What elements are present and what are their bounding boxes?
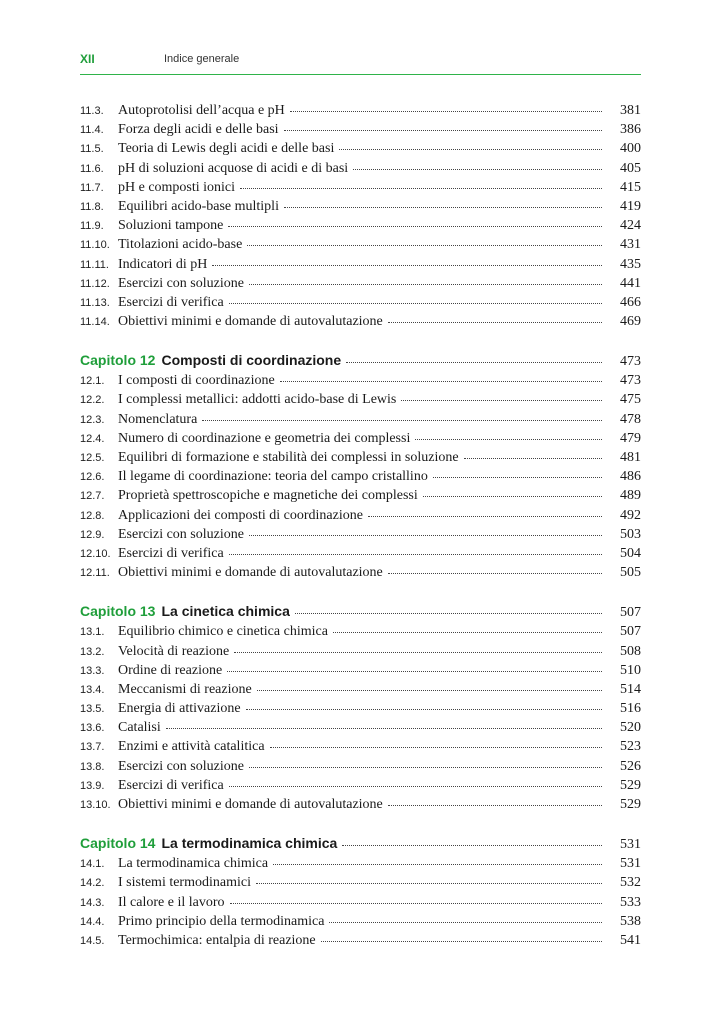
chapter-label: Capitolo 12	[80, 352, 156, 369]
entry-number: 14.4.	[80, 915, 105, 928]
dot-leader	[257, 689, 602, 691]
dot-leader	[284, 206, 602, 208]
dot-leader	[249, 283, 602, 285]
entry-number: 13.2.	[80, 645, 105, 658]
toc-entry[interactable]	[80, 103, 641, 122]
entry-title: Il legame di coordinazione: teoria del campo cristallino	[118, 469, 428, 485]
entry-page: 514	[620, 681, 641, 697]
chapter-page: 531	[620, 837, 641, 853]
entry-number: 14.2.	[80, 877, 105, 890]
entry-title: Primo principio della termodinamica	[118, 913, 325, 929]
entry-title: pH e composti ionici	[118, 179, 236, 195]
entry-page: 424	[620, 218, 641, 234]
entry-page: 466	[620, 294, 641, 310]
dot-leader	[234, 651, 602, 653]
entry-title: La termodinamica chimica	[118, 856, 269, 872]
entry-title: Forza degli acidi e delle basi	[118, 122, 279, 138]
toc-entry[interactable]	[80, 701, 641, 720]
toc-entry[interactable]	[80, 295, 641, 314]
dot-leader	[353, 168, 602, 170]
page-header	[80, 50, 641, 75]
toc-entry[interactable]	[80, 546, 641, 565]
chapter-title: Composti di coordinazione	[161, 352, 342, 369]
toc-entry[interactable]	[80, 257, 641, 276]
toc-entry[interactable]	[80, 450, 641, 469]
entry-number: 12.5.	[80, 452, 105, 464]
entry-title: Esercizi di verifica	[118, 777, 224, 793]
entry-page: 516	[620, 701, 641, 717]
entry-page: 504	[620, 545, 641, 561]
entry-number: 13.9.	[80, 779, 105, 792]
entry-page: 523	[620, 739, 641, 755]
toc-entry[interactable]	[80, 180, 641, 199]
dot-leader	[229, 785, 602, 787]
entry-title: Nomenclatura	[118, 411, 198, 427]
entry-title: Obiettivi minimi e domande di autovalutazione	[118, 314, 383, 330]
entry-number: 11.5.	[80, 143, 104, 156]
toc-entry[interactable]	[80, 739, 641, 758]
entry-title: Esercizi con soluzione	[118, 526, 244, 542]
entry-number: 13.7.	[80, 741, 105, 754]
dot-leader	[246, 708, 602, 710]
toc-entry[interactable]	[80, 759, 641, 778]
entry-title: I complessi metallici: addotti acido-base di Lewis	[118, 392, 397, 408]
chapter-heading[interactable]	[80, 603, 641, 624]
dot-leader	[388, 572, 602, 574]
toc-entry[interactable]	[80, 933, 641, 952]
entry-page: 486	[620, 469, 641, 485]
toc-entry[interactable]	[80, 276, 641, 295]
entry-number: 12.11.	[80, 567, 110, 580]
entry-number: 11.8.	[80, 200, 104, 213]
entry-number: 13.10.	[80, 799, 111, 811]
dot-leader	[256, 882, 602, 884]
dot-leader	[290, 110, 602, 112]
dot-leader	[329, 921, 602, 923]
entry-page: 435	[620, 256, 641, 272]
entry-number: 11.4.	[80, 124, 104, 137]
toc-section	[80, 835, 641, 952]
dot-leader	[228, 225, 602, 227]
entry-page: 386	[620, 122, 641, 138]
toc-entry[interactable]	[80, 314, 641, 333]
entry-page: 529	[620, 797, 641, 812]
entry-title: I composti di coordinazione	[118, 373, 275, 389]
entry-number: 11.14.	[80, 316, 110, 329]
entry-page: 492	[620, 507, 641, 523]
dot-leader	[247, 244, 602, 246]
entry-title: Velocità di reazione	[118, 643, 230, 659]
entry-title: Soluzioni tampone	[118, 218, 224, 234]
dot-leader	[333, 631, 602, 633]
dot-leader	[401, 399, 602, 401]
dot-leader	[240, 187, 602, 189]
entry-title: Applicazioni dei composti di coordinazione	[118, 507, 363, 523]
entry-title: Catalisi	[118, 720, 161, 736]
entry-title: Esercizi di verifica	[118, 294, 224, 310]
entry-number: 13.1.	[80, 626, 105, 639]
toc-section	[80, 352, 641, 584]
toc-entry[interactable]	[80, 469, 641, 488]
toc-entry[interactable]	[80, 488, 641, 507]
entry-page: 475	[620, 392, 641, 408]
entry-page: 473	[620, 373, 641, 389]
toc-entry[interactable]	[80, 527, 641, 546]
entry-title: Titolazioni acido-base	[118, 237, 243, 253]
chapter-page: 473	[620, 354, 641, 370]
entry-number: 12.4.	[80, 432, 105, 445]
entry-title: Equilibri acido-base multipli	[118, 198, 279, 214]
entry-page: 533	[620, 894, 641, 910]
entry-page: 510	[620, 662, 641, 678]
entry-number: 12.7.	[80, 490, 105, 503]
entry-page: 381	[620, 103, 641, 118]
entry-page: 531	[620, 856, 641, 872]
entry-page: 520	[620, 720, 641, 736]
entry-number: 11.12.	[80, 277, 110, 290]
dot-leader	[433, 476, 602, 478]
entry-page: 415	[620, 179, 641, 195]
entry-title: Esercizi di verifica	[118, 545, 224, 561]
entry-page: 507	[620, 624, 641, 640]
dot-leader	[227, 670, 602, 672]
entry-number: 11.6.	[80, 162, 104, 175]
toc-entry[interactable]	[80, 141, 641, 160]
entry-number: 12.2.	[80, 394, 105, 407]
dot-leader	[249, 766, 602, 768]
entry-page: 529	[620, 777, 641, 793]
entry-page: 419	[620, 198, 641, 214]
entry-title: Equilibrio chimico e cinetica chimica	[118, 624, 328, 640]
entry-title: Termochimica: entalpia di reazione	[118, 932, 316, 948]
toc-entry[interactable]	[80, 663, 641, 682]
toc-entry[interactable]	[80, 392, 641, 411]
entry-number: 13.3.	[80, 664, 105, 677]
dot-leader	[273, 863, 602, 865]
toc-entry[interactable]	[80, 161, 641, 180]
toc-entry[interactable]	[80, 914, 641, 933]
entry-number: 12.3.	[80, 413, 105, 426]
entry-page: 532	[620, 875, 641, 891]
dot-leader	[230, 902, 602, 904]
toc-entry[interactable]	[80, 778, 641, 797]
entry-title: Teoria di Lewis degli acidi e delle basi	[118, 141, 335, 157]
dot-leader	[388, 804, 602, 806]
toc-entry[interactable]	[80, 682, 641, 701]
entry-number: 11.3.	[80, 105, 104, 117]
entry-title: Ordine di reazione	[118, 662, 223, 678]
dot-leader	[388, 321, 602, 323]
dot-leader	[280, 380, 602, 382]
toc-entry[interactable]	[80, 895, 641, 914]
toc-entry[interactable]	[80, 797, 641, 816]
entry-number: 11.13.	[80, 296, 110, 309]
entry-title: Numero di coordinazione e geometria dei complessi	[118, 430, 411, 446]
entry-number: 13.6.	[80, 722, 105, 735]
dot-leader	[321, 940, 602, 942]
entry-number: 11.10.	[80, 239, 110, 252]
dot-leader	[423, 495, 602, 497]
dot-leader	[202, 419, 602, 421]
entry-number: 11.9.	[80, 220, 104, 233]
toc-entry[interactable]	[80, 412, 641, 431]
toc-entry[interactable]	[80, 875, 641, 894]
toc-entry[interactable]	[80, 856, 641, 875]
entry-number: 13.5.	[80, 703, 105, 716]
entry-page: 503	[620, 526, 641, 542]
entry-title: Obiettivi minimi e domande di autovalutazione	[118, 565, 383, 581]
entry-page: 469	[620, 314, 641, 330]
entry-title: Esercizi con soluzione	[118, 758, 244, 774]
entry-number: 12.6.	[80, 471, 105, 484]
entry-page: 538	[620, 913, 641, 929]
page-number: XII	[80, 52, 95, 66]
entry-title: pH di soluzioni acquose di acidi e di basi	[118, 160, 349, 176]
dot-leader	[346, 361, 602, 363]
entry-title: Enzimi e attività catalitica	[118, 739, 265, 755]
toc-entry[interactable]	[80, 508, 641, 527]
entry-page: 505	[620, 565, 641, 581]
dot-leader	[339, 148, 602, 150]
table-of-contents	[80, 103, 641, 971]
dot-leader	[212, 264, 602, 266]
entry-page: 526	[620, 758, 641, 774]
toc-entry[interactable]	[80, 644, 641, 663]
dot-leader	[284, 129, 602, 131]
dot-leader	[295, 612, 602, 614]
entry-title: I sistemi termodinamici	[118, 875, 251, 891]
entry-title: Indicatori di pH	[118, 256, 208, 272]
entry-title: Il calore e il lavoro	[118, 894, 225, 910]
dot-leader	[229, 302, 602, 304]
entry-title: Obiettivi minimi e domande di autovalutazione	[118, 797, 383, 812]
toc-entry[interactable]	[80, 431, 641, 450]
toc-section	[80, 603, 641, 816]
entry-page: 489	[620, 488, 641, 504]
entry-title: Esercizi con soluzione	[118, 275, 244, 291]
entry-number: 13.8.	[80, 760, 105, 773]
chapter-heading[interactable]	[80, 835, 641, 856]
dot-leader	[342, 844, 602, 846]
entry-page: 405	[620, 160, 641, 176]
entry-title: Energia di attivazione	[118, 701, 241, 717]
entry-number: 14.3.	[80, 896, 105, 909]
entry-title: Proprietà spettroscopiche e magnetiche dei complessi	[118, 488, 418, 504]
entry-page: 431	[620, 237, 641, 253]
running-title: Indice generale	[164, 53, 240, 65]
chapter-label: Capitolo 14	[80, 835, 156, 852]
entry-page: 478	[620, 411, 641, 427]
chapter-page: 507	[620, 605, 641, 621]
dot-leader	[166, 727, 602, 729]
entry-page: 508	[620, 643, 641, 659]
chapter-title: La termodinamica chimica	[161, 835, 338, 852]
dot-leader	[415, 438, 602, 440]
chapter-heading[interactable]	[80, 352, 641, 373]
entry-page: 481	[620, 450, 641, 465]
entry-page: 400	[620, 141, 641, 157]
toc-entry[interactable]	[80, 373, 641, 392]
toc-entry[interactable]	[80, 237, 641, 256]
toc-entry[interactable]	[80, 199, 641, 218]
entry-number: 14.1.	[80, 858, 105, 871]
entry-number: 11.7.	[80, 181, 104, 194]
toc-entry[interactable]	[80, 565, 641, 584]
toc-entry[interactable]	[80, 624, 641, 643]
dot-leader	[270, 746, 602, 748]
entry-number: 12.9.	[80, 528, 105, 541]
dot-leader	[249, 534, 602, 536]
entry-page: 479	[620, 430, 641, 446]
entry-number: 11.11.	[80, 258, 109, 271]
dot-leader	[368, 515, 602, 517]
entry-title: Equilibri di formazione e stabilità dei complessi in soluzione	[118, 450, 459, 465]
entry-number: 13.4.	[80, 683, 105, 696]
chapter-label: Capitolo 13	[80, 603, 156, 620]
entry-page: 541	[620, 932, 641, 948]
entry-page: 441	[620, 275, 641, 291]
entry-number: 12.8.	[80, 509, 105, 522]
toc-entry[interactable]	[80, 218, 641, 237]
entry-number: 14.5.	[80, 934, 105, 947]
entry-title: Autoprotolisi dell’acqua e pH	[118, 103, 285, 118]
toc-section	[80, 103, 641, 333]
toc-entry[interactable]	[80, 122, 641, 141]
entry-title: Meccanismi di reazione	[118, 681, 252, 697]
dot-leader	[464, 457, 602, 459]
chapter-title: La cinetica chimica	[161, 603, 290, 620]
entry-number: 12.10.	[80, 547, 111, 560]
dot-leader	[229, 553, 602, 555]
entry-number: 12.1.	[80, 375, 105, 388]
toc-entry[interactable]	[80, 720, 641, 739]
